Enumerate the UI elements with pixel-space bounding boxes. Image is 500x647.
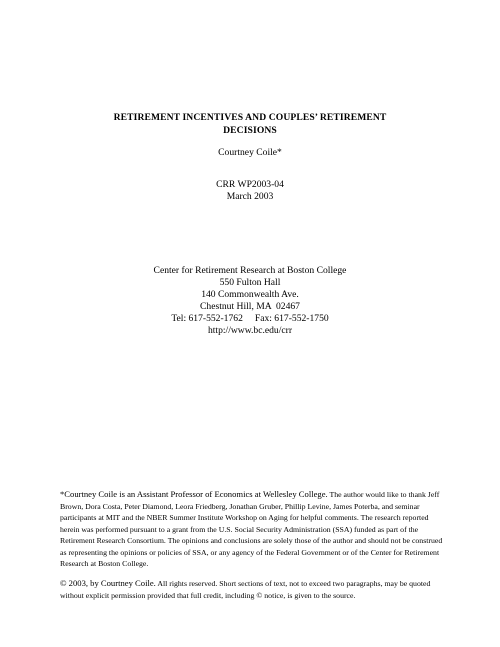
paper-title xyxy=(60,112,440,137)
author-footnote xyxy=(60,489,444,570)
center-address xyxy=(0,265,500,336)
footnote-lead: *Courtney Coile is an Assistant Professor of Economics at Wellesley College. xyxy=(60,489,328,499)
footnote-body: The author would like to thank Jeff Brown, Dora Costa, Peter Diamond, Leora Friedberg, Jonathan Gruber, Phillip Levine, James Poterba, and seminar participants at MIT and the NBER Summer Institute Workshop on Aging for helpful comments. The research reported herein was performed pursuant to a grant from the U.S. Social Security Administration (SSA) funded as part of the Retirement Research Consortium. The opinions and conclusions are solely those of the author and should not be construed as representing the opinions or policies of SSA, or any agency of the Federal Government or of the Center for Retirement Research at Boston College. xyxy=(60,490,443,568)
center-street: 140 Commonwealth Ave. xyxy=(201,288,299,300)
report-date: March 2003 xyxy=(226,191,274,202)
center-name: Center for Retirement Research at Boston College xyxy=(153,265,347,276)
center-building: 550 Fulton Hall xyxy=(219,276,281,288)
paper-title-line-1: RETIREMENT INCENTIVES AND COUPLES’ RETIREMENT xyxy=(113,112,387,123)
author-name: Courtney Coile* xyxy=(218,147,282,158)
copyright-notice xyxy=(60,578,444,601)
center-phone-fax: Tel: 617-552-1762 Fax: 617-552-1750 xyxy=(171,312,329,324)
center-city: Chestnut Hill, MA 02467 xyxy=(200,300,300,312)
copyright-lead: © 2003, by Courtney Coile. xyxy=(60,578,156,588)
center-url: http://www.bc.edu/crr xyxy=(207,324,293,336)
copyright-body: All rights reserved. Short sections of text, not to exceed two paragraphs, may be quoted without explicit permission provided that full credit, including © notice, is given to the source. xyxy=(60,579,431,600)
paper-title-line-2: DECISIONS xyxy=(223,124,277,136)
report-info xyxy=(0,179,500,203)
report-number: CRR WP2003-04 xyxy=(216,179,284,190)
